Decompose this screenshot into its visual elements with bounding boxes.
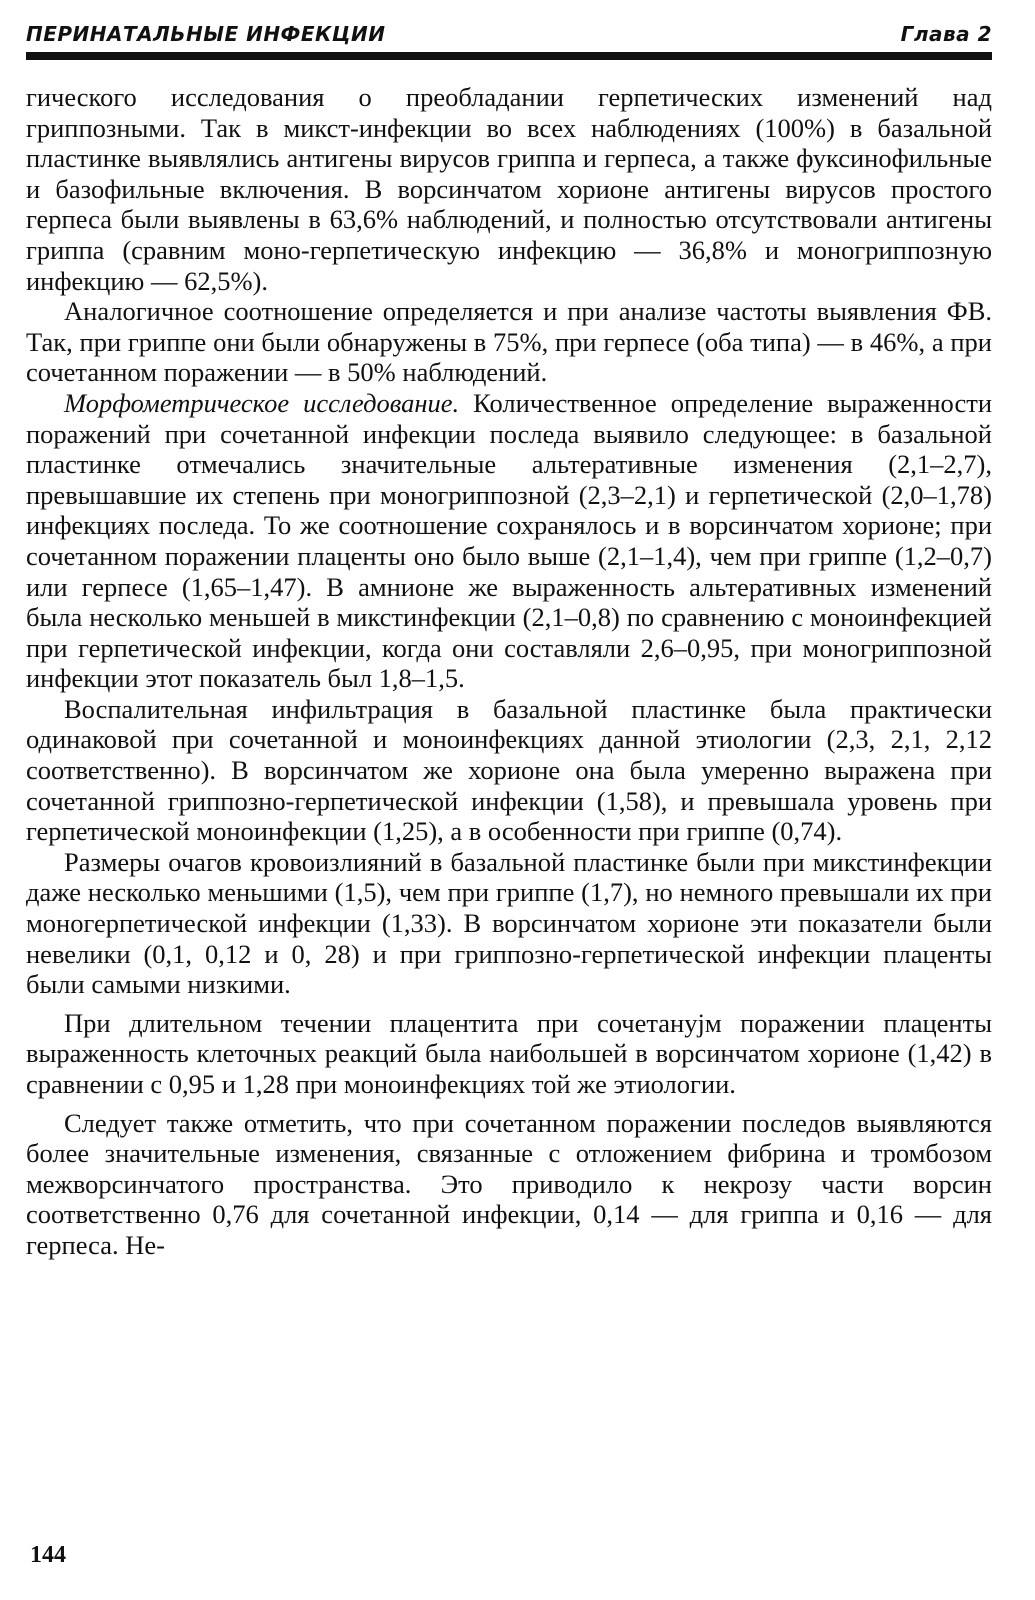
paragraph-continuation: гического исследования о преобладании герпетических изменений над гриппозными. Так в микст-инфекции во всех наблюдениях (100%) в базальной пластинке выявлялись антигены вирусов гриппа и герпеса, а также фуксинофильные и базофильные включения. В ворсинчатом хорионе антигены вирусов простого герпеса были выявлены в 63,6% наблюдений, и полностью отсутствовали антигены гриппа (сравним моно-герпетическую инфекцию — 36,8% и моногриппозную инфекцию — 62,5%).	[26, 82, 992, 296]
paragraph-lead-italic: Морфометрическое исследование.	[64, 387, 460, 418]
paragraph-inflammation: Воспалительная инфильтрация в базальной пластинке была практически одинаковой при сочетанной и моноинфекциях данной этиологии (2,3, 2,1, 2,12 соответственно). В ворсинчатом же хорионе она была умеренно выражена при сочетанной гриппозно-герпетической инфекции (1,58), и превышала уровень при герпетической моноинфекции (1,25), а в особенности при гриппе (0,74).	[26, 693, 992, 847]
paragraph-morphometry: Морфометрическое исследование. Количественное определение выраженности поражений при сочетанной инфекции последа выявило следующее: в базальной пластинке отмечались значительные альтеративные изменения (2,1–2,7), превышавшие их степень при моногриппозной (2,3–2,1) и герпетической (2,0–1,78) инфекциях последа. То же соотношение сохранялось и в ворсинчатом хорионе; при сочетанном поражении плаценты оно было выше (2,1–1,4), чем при гриппе (1,2–0,7) или герпесе (1,65–1,47). В амнионе же выраженность альтеративных изменений была несколько меньшей в микстинфекции (2,1–0,8) по сравнению с моноинфекцией при герпетической инфекции, когда они составляли 2,6–0,95, при моногриппозной инфекции этот показатель был 1,8–1,5.	[26, 387, 992, 694]
chapter-label: Глава 2	[900, 22, 992, 46]
header-rule	[26, 52, 992, 60]
paragraph-fibrin: Следует также отметить, что при сочетанном поражении последов выявляются более значительные изменения, связанные с отложением фибрина и тромбозом межворсинчатого пространства. Это приводило к некрозу части ворсин соответственно 0,76 для сочетанной инфекции, 0,14 — для гриппа и 0,16 — для герпеса. Не-	[26, 1107, 992, 1260]
paragraph-hemorrhage: Размеры очагов кровоизлияний в базальной пластинке были при микстинфекции даже несколько меньшими (1,5), чем при гриппе (1,7), но немного превышали их при моногерпетической инфекции (1,33). В ворсинчатом хорионе эти показатели были невелики (0,1, 0,12 и 0, 28) и при гриппозно-герпетической инфекции плаценты были самыми низкими.	[26, 846, 992, 1000]
body-text	[26, 82, 992, 1261]
running-header	[26, 18, 992, 46]
book-page	[26, 18, 992, 1588]
paragraph-fv-frequency: Аналогичное соотношение определяется и при анализе частоты выявления ФВ. Так, при гриппе они были обнаружены в 75%, при герпесе (оба типа) — в 46%, а при сочетанном поражении — в 50% наблюдений.	[26, 296, 992, 388]
page-number: 144	[30, 1542, 66, 1568]
running-title: ПЕРИНАТАЛЬНЫЕ ИНФЕКЦИИ	[26, 22, 386, 46]
paragraph-long-course: При длительном течении плацентита при сочетануjм поражении плаценты выраженность клеточных реакций была наибольшей в ворсинчатом хорионе (1,42) в сравнении с 0,95 и 1,28 при моноинфекциях той же этиологии.	[26, 1007, 992, 1099]
